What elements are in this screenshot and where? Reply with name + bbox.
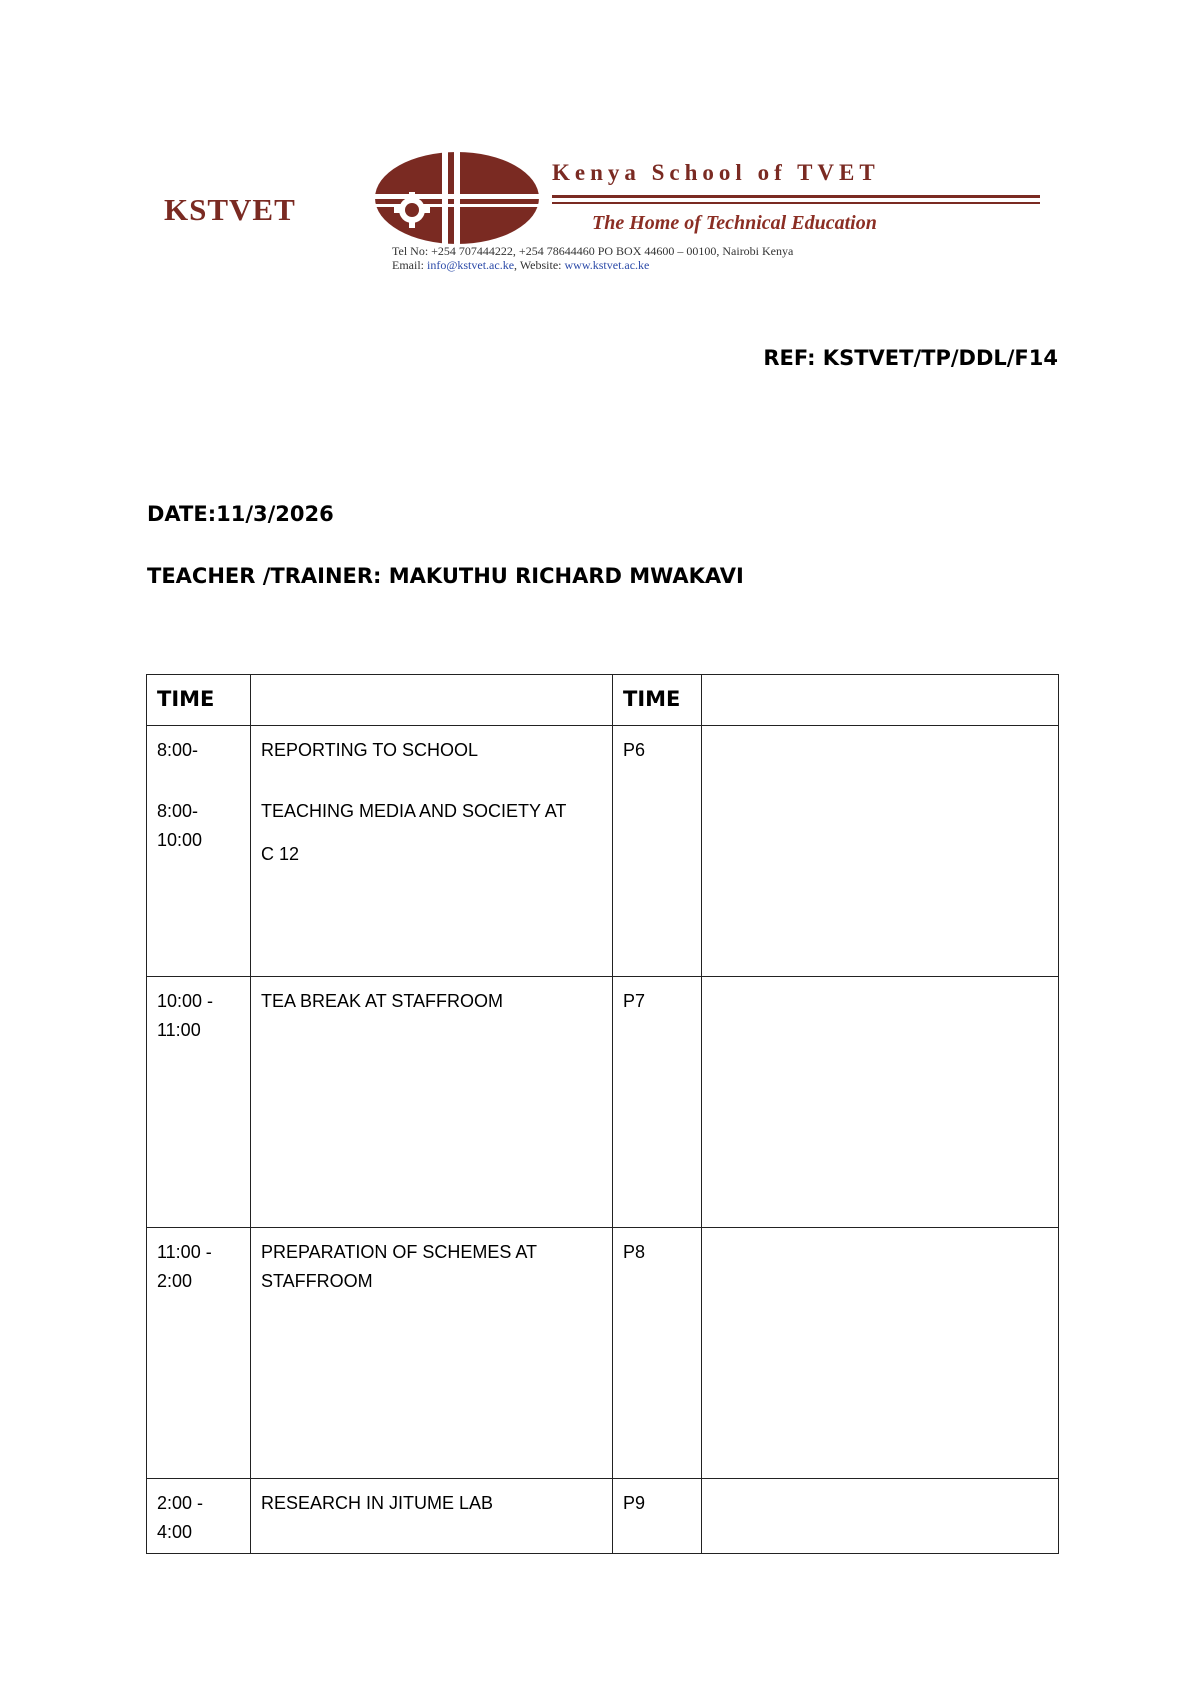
period-cell: P9 — [613, 1479, 702, 1554]
time-cell — [147, 726, 251, 977]
kstvet-emblem-icon — [372, 150, 542, 246]
notes-cell — [702, 977, 1059, 1228]
header-time: TIME — [147, 675, 251, 726]
activity-text: C 12 — [261, 844, 300, 864]
teacher-name: TEACHER /TRAINER: MAKUTHU RICHARD MWAKAVI — [147, 564, 744, 588]
schedule-table — [146, 674, 1059, 1554]
school-name: Kenya School of TVET — [552, 160, 880, 185]
letterhead — [160, 150, 1040, 280]
notes-cell — [702, 1228, 1059, 1479]
period-cell: P6 — [613, 726, 702, 977]
time-cell: 2:00 - 4:00 — [147, 1479, 251, 1554]
reference-number: REF: KSTVET/TP/DDL/F14 — [763, 346, 1058, 370]
header-notes — [702, 675, 1059, 726]
activity-cell: RESEARCH IN JITUME LAB — [251, 1479, 613, 1554]
activity-cell: PREPARATION OF SCHEMES AT STAFFROOM — [251, 1228, 613, 1479]
tagline: The Home of Technical Education — [592, 212, 877, 234]
table-row — [147, 1228, 1059, 1479]
time-value: 8:00- — [157, 740, 199, 760]
header-rule-thin — [552, 202, 1040, 204]
time-value: 8:00- 10:00 — [157, 801, 203, 850]
contact-block — [392, 244, 793, 272]
activity-cell: TEA BREAK AT STAFFROOM — [251, 977, 613, 1228]
time-cell: 10:00 - 11:00 — [147, 977, 251, 1228]
website-label: , Website: — [514, 258, 562, 272]
header-time-2: TIME — [613, 675, 702, 726]
activity-text: REPORTING TO SCHOOL — [261, 740, 479, 760]
activity-cell — [251, 726, 613, 977]
table-row — [147, 1479, 1059, 1554]
header-activity — [251, 675, 613, 726]
time-cell: 11:00 - 2:00 — [147, 1228, 251, 1479]
website-link[interactable]: www.kstvet.ac.ke — [564, 258, 650, 272]
period-cell: P7 — [613, 977, 702, 1228]
email-link[interactable]: info@kstvet.ac.ke — [427, 258, 515, 272]
table-header-row — [147, 675, 1059, 726]
logo-text: KSTVET — [164, 192, 296, 227]
notes-cell — [702, 726, 1059, 977]
table-row — [147, 726, 1059, 977]
notes-cell — [702, 1479, 1059, 1554]
email-label: Email: — [392, 258, 424, 272]
activity-text: TEACHING MEDIA AND SOCIETY AT — [261, 801, 567, 821]
period-cell: P8 — [613, 1228, 702, 1479]
document-date: DATE:11/3/2026 — [147, 502, 334, 526]
contact-email-website — [392, 258, 793, 272]
table-row — [147, 977, 1059, 1228]
contact-phone-address: Tel No: +254 707444222, +254 78644460 PO BOX 44600 – 00100, Nairobi Kenya — [392, 244, 794, 258]
header-rule — [552, 195, 1040, 198]
